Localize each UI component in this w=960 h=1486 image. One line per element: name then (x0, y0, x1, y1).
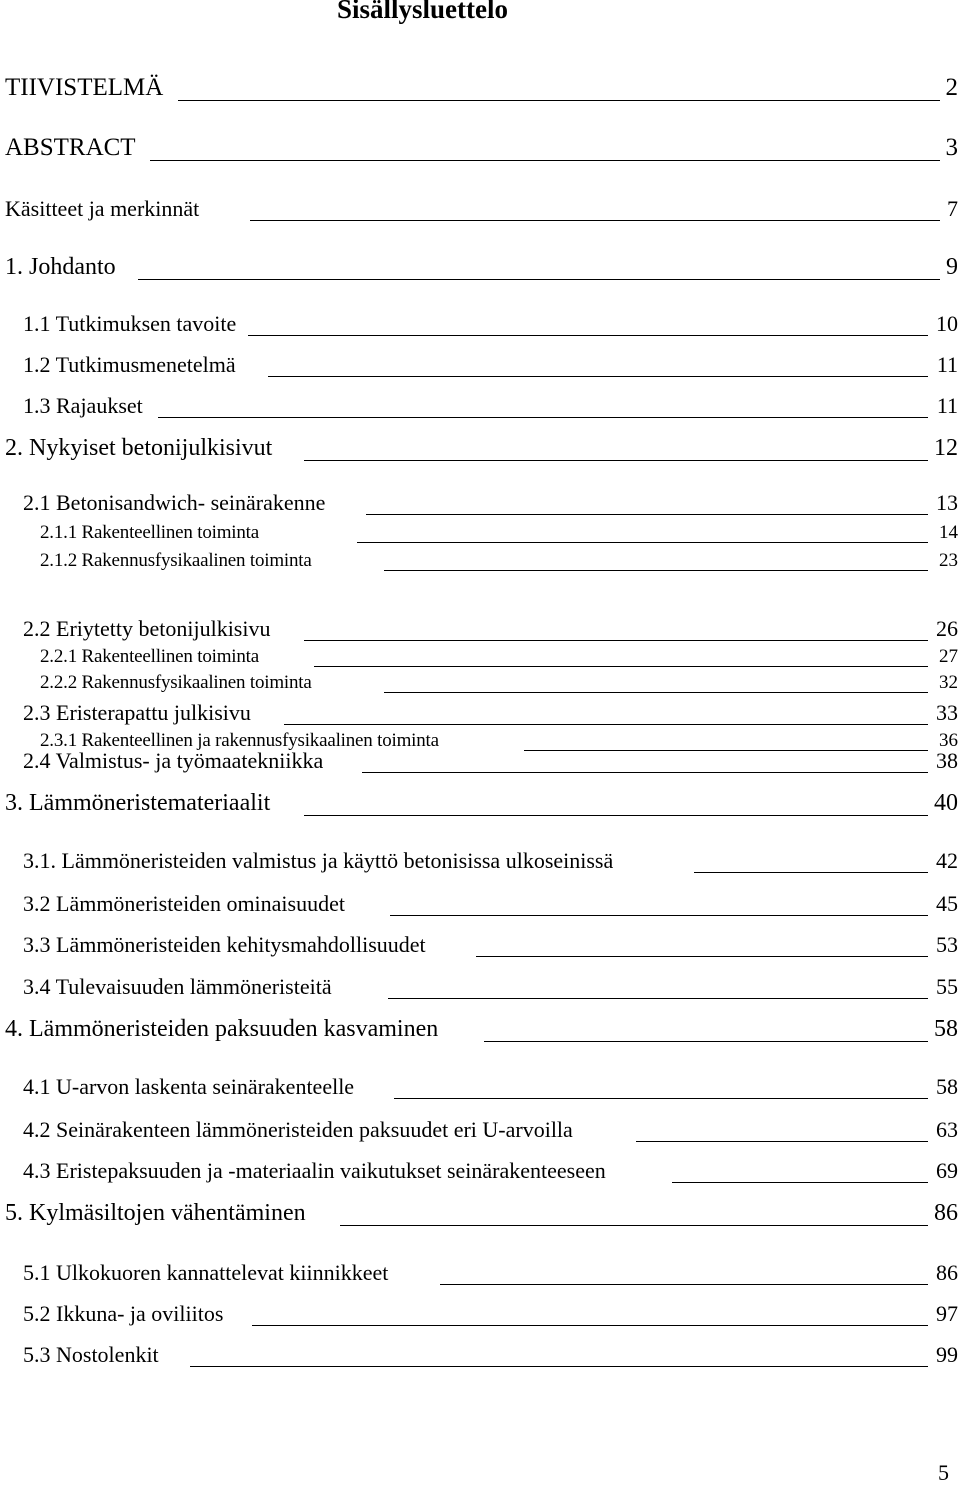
toc-entry[interactable] (0, 1074, 960, 1104)
toc-entry-label: 2.1.1 Rakenteellinen toiminta (40, 522, 259, 543)
toc-leader-line (362, 772, 928, 773)
toc-leader-line (394, 1098, 928, 1099)
toc-entry-page: 32 (939, 672, 958, 693)
toc-entry-label: 5.2 Ikkuna- ja oviliitos (23, 1301, 224, 1326)
toc-entry-page: 26 (936, 616, 958, 641)
toc-entry[interactable] (0, 789, 960, 821)
toc-entry-label: 2.1 Betonisandwich- seinärakenne (23, 490, 326, 515)
toc-entry-page: 58 (934, 1016, 958, 1042)
toc-leader-line (248, 335, 928, 336)
toc-entry-page: 86 (936, 1260, 958, 1285)
toc-leader-line (304, 815, 928, 816)
toc-leader-line (150, 160, 940, 161)
toc-leader-line (636, 1141, 928, 1142)
toc-entry-label: 1.3 Rajaukset (23, 393, 143, 418)
toc-leader-line (672, 1182, 928, 1183)
toc-entry-page: 12 (934, 435, 958, 461)
toc-entry[interactable] (0, 1015, 960, 1047)
toc-entry-label: 1.1 Tutkimuksen tavoite (23, 311, 237, 336)
toc-entry[interactable] (0, 891, 960, 921)
toc-entry-label: 2.2.2 Rakennusfysikaalinen toiminta (40, 672, 312, 693)
toc-entry[interactable] (0, 1117, 960, 1147)
toc-entry-label: 4.2 Seinärakenteen lämmöneristeiden paksuudet eri U-arvoilla (23, 1117, 573, 1142)
toc-entry-page: 36 (939, 730, 958, 751)
toc-entry-page: 69 (936, 1158, 958, 1183)
toc-entry-page: 2 (945, 74, 958, 101)
toc-entry[interactable] (0, 393, 960, 423)
toc-entry-page: 86 (934, 1200, 958, 1226)
toc-entry[interactable] (0, 311, 960, 341)
toc-entry[interactable] (0, 253, 960, 285)
toc-entry-label: 4.1 U-arvon laskenta seinärakenteelle (23, 1074, 355, 1099)
toc-entry-label: 1.2 Tutkimusmenetelmä (23, 352, 236, 377)
toc-entry-page: 38 (936, 748, 958, 773)
toc-entry-page: 3 (945, 134, 958, 161)
toc-entry-page: 40 (934, 790, 958, 816)
toc-entry-page: 45 (936, 891, 958, 916)
toc-entry-label: 2.3 Eristerapattu julkisivu (23, 700, 251, 725)
toc-entry-label: 5.1 Ulkokuoren kannattelevat kiinnikkeet (23, 1260, 389, 1285)
toc-entry-page: 23 (939, 550, 958, 571)
toc-entry[interactable] (0, 1260, 960, 1290)
toc-leader-line (384, 570, 928, 571)
toc-leader-line (357, 542, 928, 543)
toc-entry[interactable] (0, 1342, 960, 1372)
toc-entry-label: 2.3.1 Rakenteellinen ja rakennusfysikaalinen toiminta (40, 730, 439, 751)
toc-entry-page: 13 (936, 490, 958, 515)
toc-entry-page: 27 (939, 646, 958, 667)
toc-leader-line (190, 1366, 928, 1367)
toc-entry[interactable] (0, 352, 960, 382)
toc-entry-label: 2.2 Eriytetty betonijulkisivu (23, 616, 271, 641)
toc-leader-line (284, 724, 928, 725)
toc-leader-line (158, 417, 928, 418)
toc-entry[interactable] (0, 974, 960, 1004)
toc-entry-page: 33 (936, 700, 958, 725)
toc-entry-label: 2. Nykyiset betonijulkisivut (5, 435, 273, 461)
toc-leader-line (250, 220, 940, 221)
toc-leader-line (252, 1325, 928, 1326)
toc-entry-label: 2.1.2 Rakennusfysikaalinen toiminta (40, 550, 312, 571)
toc-entry[interactable] (0, 616, 960, 646)
toc-entry-label: 3.4 Tulevaisuuden lämmöneristeitä (23, 974, 332, 999)
toc-entry-label: 1. Johdanto (5, 254, 116, 280)
toc-entry-label: 3.3 Lämmöneristeiden kehitysmahdollisuudet (23, 932, 426, 957)
toc-leader-line (390, 915, 928, 916)
toc-entry[interactable] (0, 434, 960, 466)
toc-entry[interactable] (0, 549, 960, 576)
toc-entry-label: 3.2 Lämmöneristeiden ominaisuudet (23, 891, 345, 916)
toc-entry-page: 42 (936, 848, 958, 873)
toc-entry[interactable] (0, 848, 960, 878)
toc-entry[interactable] (0, 748, 960, 778)
page-number: 5 (938, 1460, 949, 1485)
toc-entry[interactable] (0, 645, 960, 672)
toc-entry-page: 11 (936, 352, 958, 377)
toc-leader-line (268, 376, 928, 377)
toc-entry-label: ABSTRACT (5, 134, 136, 161)
toc-entry-label: Käsitteet ja merkinnät (5, 196, 200, 221)
toc-entry-page: 11 (936, 393, 958, 418)
toc-leader-line (476, 956, 928, 957)
toc-entry-page: 97 (936, 1301, 958, 1326)
toc-entry-page: 14 (939, 522, 958, 543)
toc-leader-line (178, 100, 940, 101)
toc-entry[interactable] (0, 490, 960, 520)
toc-entry-label: 3. Lämmöneristemateriaalit (5, 790, 271, 816)
toc-entry-page: 7 (947, 196, 958, 221)
toc-leader-line (304, 460, 928, 461)
toc-leader-line (484, 1041, 928, 1042)
toc-leader-line (440, 1284, 928, 1285)
toc-entry-page: 58 (936, 1074, 958, 1099)
toc-entry[interactable] (0, 73, 960, 106)
toc-entry[interactable] (0, 133, 960, 166)
toc-entry[interactable] (0, 1199, 960, 1231)
toc-leader-line (314, 666, 928, 667)
toc-entry-label: 5. Kylmäsiltojen vähentäminen (5, 1200, 306, 1226)
toc-entry-page: 55 (936, 974, 958, 999)
toc-leader-line (340, 1225, 928, 1226)
toc-leader-line (388, 998, 928, 999)
toc-entry-page: 99 (936, 1342, 958, 1367)
toc-entry-label: 2.2.1 Rakenteellinen toiminta (40, 646, 259, 667)
toc-entry[interactable] (0, 671, 960, 698)
toc-entry-label: 3.1. Lämmöneristeiden valmistus ja käyttö betonisissa ulkoseinissä (23, 848, 614, 873)
toc-entry-label: 4. Lämmöneristeiden paksuuden kasvaminen (5, 1016, 439, 1042)
toc-entry-page: 10 (936, 311, 958, 336)
toc-entry-label: TIIVISTELMÄ (5, 74, 164, 101)
toc-entry[interactable] (0, 932, 960, 962)
toc-entry[interactable] (0, 1158, 960, 1188)
toc-leader-line (366, 514, 928, 515)
toc-leader-line (138, 279, 940, 280)
toc-leader-line (694, 872, 928, 873)
toc-entry-label: 4.3 Eristepaksuuden ja -materiaalin vaikutukset seinärakenteeseen (23, 1158, 606, 1183)
toc-entry[interactable] (0, 1301, 960, 1331)
toc-entry-page: 53 (936, 932, 958, 957)
toc-entry-page: 63 (936, 1117, 958, 1142)
toc-leader-line (384, 692, 928, 693)
page-title: Sisällysluettelo (336, 0, 508, 24)
toc-entry-label: 2.4 Valmistus- ja työmaatekniikka (23, 748, 324, 773)
toc-entry[interactable] (0, 700, 960, 730)
toc-entry-page: 9 (946, 254, 958, 280)
toc-entry[interactable] (0, 196, 960, 226)
toc-entry-label: 5.3 Nostolenkit (23, 1342, 159, 1367)
toc-leader-line (304, 640, 928, 641)
toc-entry[interactable] (0, 521, 960, 548)
